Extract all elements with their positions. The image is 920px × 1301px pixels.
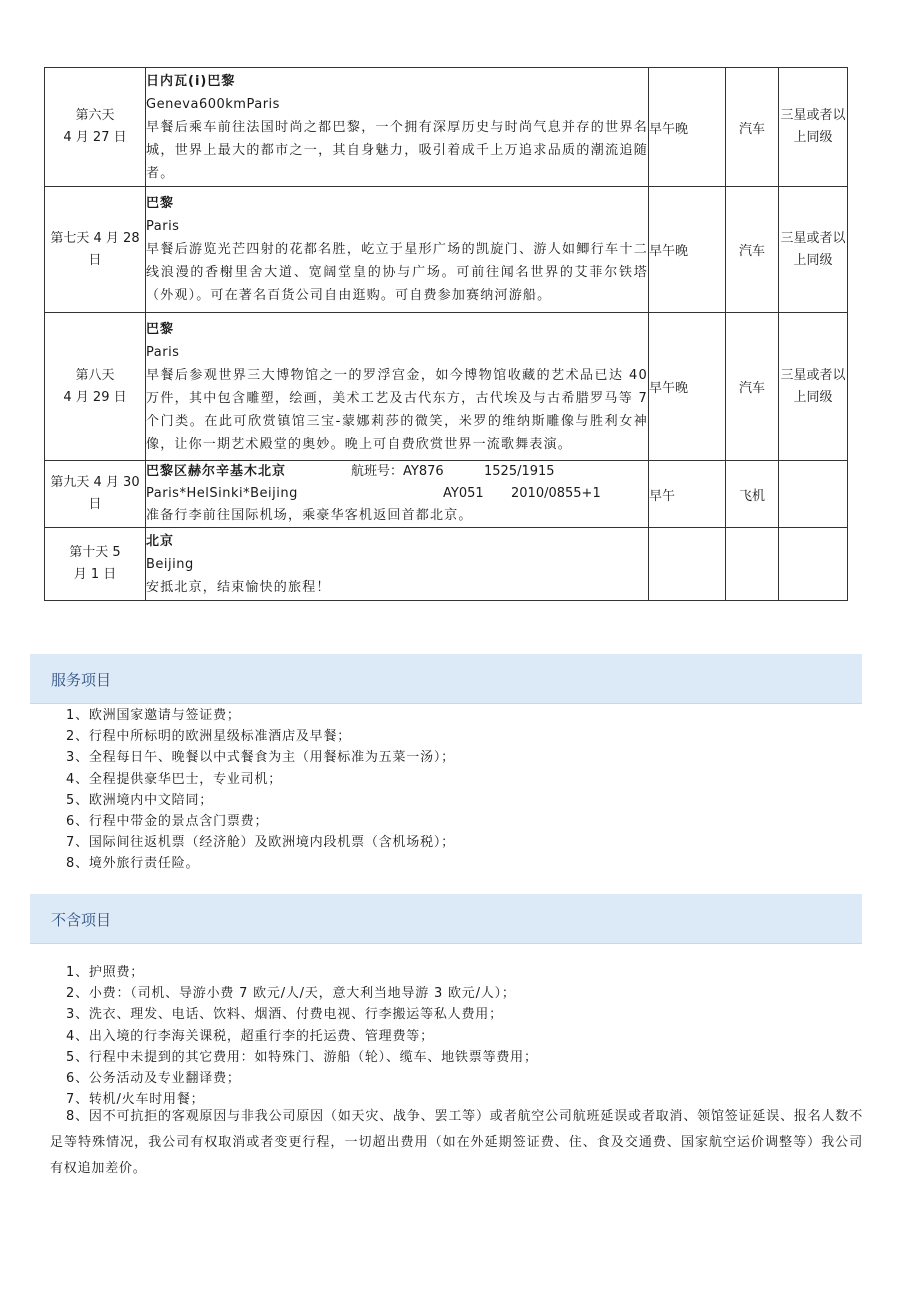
transport-cell: 飞机 bbox=[726, 461, 779, 528]
day-details bbox=[146, 68, 649, 187]
list-item: 6、公务活动及专业翻译费； bbox=[66, 1071, 241, 1087]
route-text: Paris bbox=[146, 219, 180, 234]
day-label: 第九天 4 月 30 日 bbox=[45, 461, 146, 528]
route-text: Beijing bbox=[146, 556, 194, 572]
hotel-cell: 三星或者以上同级 bbox=[779, 68, 848, 187]
itinerary-row-day7 bbox=[45, 187, 848, 313]
route-text: Geneva600kmParis bbox=[146, 96, 280, 112]
day-label: 第十天 5 月 1 日 bbox=[45, 528, 146, 601]
list-item: 7、转机/火车时用餐； bbox=[66, 1092, 205, 1108]
itinerary-row-day8 bbox=[45, 313, 848, 461]
day-label: 第七天 4 月 28 日 bbox=[45, 187, 146, 313]
city-title: 日内瓦(ⅰ)巴黎 bbox=[146, 73, 236, 89]
list-item: 3、洗衣、理发、电话、饮料、烟酒、付费电视、行李搬运等私人费用； bbox=[66, 1007, 503, 1023]
transport-cell bbox=[726, 528, 779, 601]
flight-time-2: 2010/0855+1 bbox=[511, 486, 601, 501]
day-description: 早餐后乘车前往法国时尚之都巴黎，一个拥有深厚历史与时尚气息并存的世界名城，世界上最大的都市之一，其自身魅力，吸引着成千上万追求品质的潮流追随者。 bbox=[146, 119, 648, 181]
list-item: 4、全程提供豪华巴士，专业司机； bbox=[66, 771, 283, 787]
day-details bbox=[146, 187, 649, 313]
day-description: 准备行李前往国际机场，乘豪华客机返回首都北京。 bbox=[146, 508, 473, 523]
day-details bbox=[146, 528, 649, 601]
flight-line-1 bbox=[146, 461, 648, 483]
hotel-cell: 三星或者以上同级 bbox=[779, 187, 848, 313]
list-item: 5、欧洲境内中文陪同； bbox=[66, 792, 214, 808]
list-item: 2、行程中所标明的欧洲星级标准酒店及早餐； bbox=[66, 729, 352, 745]
list-item: 1、欧洲国家邀请与签证费； bbox=[66, 708, 241, 723]
list-item: 3、全程每日午、晚餐以中式餐食为主（用餐标准为五菜一汤）； bbox=[66, 750, 455, 766]
excluded-header bbox=[30, 894, 862, 944]
day-description: 早餐后游览光芒四射的花都名胜，屹立于星形广场的凯旋门、游人如鲫行车十二线浪漫的香榭里舍大道、宽阔堂皇的协与广场。可前往闻名世界的艾菲尔铁塔（外观）。可在著名百货公司自由逛购。可自费参加赛纳河游船。 bbox=[146, 242, 648, 303]
excluded-note: 8、因不可抗拒的客观原因与非我公司原因（如天灾、战争、罢工等）或者航空公司航班延误或者取消、领馆签证延误、报名人数不足等特殊情况，我公司有权取消或者变更行程，一切超出费用（如在外延期签证费、住、食及交通费、国家航空运价调整等）我公司有权追加差价。 bbox=[50, 1109, 863, 1176]
route-text: Paris*HelSinki*Beijing bbox=[146, 486, 298, 501]
services-title: 服务项目 bbox=[51, 672, 112, 689]
city-title: 巴黎区赫尔辛基木北京 bbox=[146, 464, 287, 479]
list-item: 5、行程中未提到的其它费用：如特殊门、游船（轮）、缆车、地铁票等费用； bbox=[66, 1049, 538, 1065]
flight-time-1: 1525/1915 bbox=[484, 464, 555, 479]
meals-cell: 早午晚 bbox=[649, 68, 726, 187]
day-description: 早餐后参观世界三大博物馆之一的罗浮宫金，如今博物馆收藏的艺术品已达 40 万件，其中包含雕塑，绘画，美术工艺及古代东方，古代埃及与古希腊罗马等 7 个门类。在此可欣赏镇馆三宝-蒙娜莉莎的微笑，米罗的维纳斯雕像与胜利女神像，让你一期艺术殿堂的奥妙。晚上可自费欣赏世界一流歌舞表演。 bbox=[146, 367, 648, 452]
services-header bbox=[30, 654, 862, 704]
services-list bbox=[66, 705, 455, 875]
itinerary-row-day6 bbox=[45, 68, 848, 187]
excluded-list bbox=[66, 962, 538, 1110]
itinerary-row-day9 bbox=[45, 461, 848, 528]
list-item: 1、护照费； bbox=[66, 965, 145, 980]
flight-number-2: AY051 bbox=[443, 486, 484, 501]
transport-cell: 汽车 bbox=[726, 68, 779, 187]
list-item: 6、行程中带金的景点含门票费； bbox=[66, 814, 269, 830]
hotel-cell bbox=[779, 461, 848, 528]
day-label: 第六天 4 月 27 日 bbox=[45, 68, 146, 187]
meals-cell: 早午晚 bbox=[649, 187, 726, 313]
city-title: 巴黎 bbox=[146, 196, 175, 211]
flight-line-2 bbox=[146, 483, 648, 505]
list-item: 2、小费：（司机、导游小费 7 欧元/人/天，意大利当地导游 3 欧元/人）； bbox=[66, 986, 516, 1002]
day-description: 安抵北京，结束愉快的旅程！ bbox=[146, 579, 331, 595]
day-details bbox=[146, 461, 649, 528]
list-item: 7、国际间往返机票（经济舱）及欧洲境内段机票（含机场税）； bbox=[66, 835, 455, 851]
excluded-title: 不含项目 bbox=[51, 912, 112, 929]
list-item: 8、境外旅行责任险。 bbox=[66, 856, 200, 872]
transport-cell: 汽车 bbox=[726, 187, 779, 313]
day-label: 第八天 4 月 29 日 bbox=[45, 313, 146, 461]
itinerary-row-day10 bbox=[45, 528, 848, 601]
meals-cell bbox=[649, 528, 726, 601]
route-text: Paris bbox=[146, 344, 180, 360]
itinerary-table bbox=[44, 67, 848, 601]
list-item: 4、出入境的行李海关课税，超重行李的托运费、管理费等； bbox=[66, 1028, 434, 1044]
hotel-cell bbox=[779, 528, 848, 601]
city-title: 巴黎 bbox=[146, 321, 175, 337]
transport-cell: 汽车 bbox=[726, 313, 779, 461]
city-title: 北京 bbox=[146, 533, 175, 549]
meals-cell: 早午 bbox=[649, 461, 726, 528]
meals-cell: 早午晚 bbox=[649, 313, 726, 461]
flight-number-1: 航班号：AY876 bbox=[351, 464, 444, 479]
hotel-cell: 三星或者以上同级 bbox=[779, 313, 848, 461]
day-details bbox=[146, 313, 649, 461]
